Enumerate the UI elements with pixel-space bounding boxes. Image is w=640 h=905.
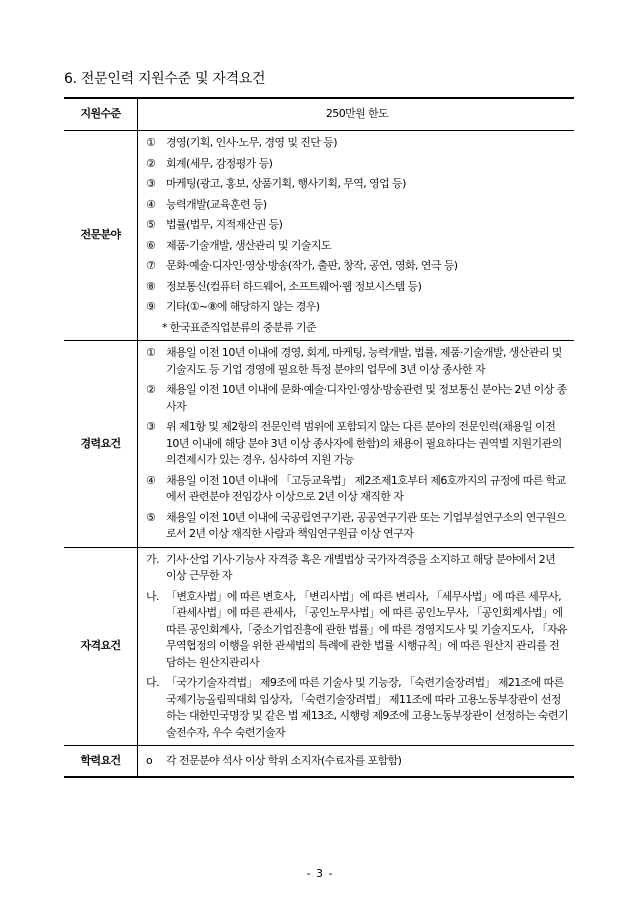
item-marker: ① bbox=[146, 136, 156, 149]
education-label: 학력요건 bbox=[64, 746, 138, 778]
qualification-label: 자격요건 bbox=[64, 547, 138, 746]
classification-note: * 한국표준직업분류의 중분류 기준 bbox=[162, 320, 316, 334]
fields-label: 전문분야 bbox=[64, 131, 138, 341]
career-list bbox=[138, 341, 575, 548]
fields-item bbox=[146, 174, 568, 195]
item-text: 채용일 이전 10년 이내에 문화·예술·디자인·영상·방송관련 및 정보통신 분야는 2년 이상 종사자 bbox=[166, 383, 567, 413]
item-marker: ⑦ bbox=[146, 259, 156, 272]
item-text: 회계(세무, 감정평가 등) bbox=[166, 156, 273, 170]
item-text: 위 제1항 및 제2항의 전문인력 범위에 포함되지 않는 다른 분야의 전문인력(채용일 이전 10년 이내에 해당 분야 3년 이상 종사자에 한함)의 채용이 필요하다는 권역별 지원기관의 의견제시가 있는 경우, 심사하여 지원 가능 bbox=[166, 420, 562, 466]
requirements-table bbox=[64, 97, 574, 778]
item-text: 기타(①~⑧에 해당하지 않는 경우) bbox=[166, 300, 320, 313]
fields-list bbox=[138, 131, 575, 341]
fields-item bbox=[146, 297, 568, 318]
career-item bbox=[146, 508, 568, 545]
fields-item bbox=[146, 236, 568, 257]
qualification-row bbox=[64, 547, 574, 746]
fields-item bbox=[146, 277, 568, 298]
education-row bbox=[64, 746, 574, 778]
education-item bbox=[146, 751, 568, 772]
career-item bbox=[146, 417, 568, 471]
qualification-item bbox=[146, 673, 568, 743]
fields-row bbox=[64, 131, 574, 341]
item-marker: ⑤ bbox=[146, 218, 156, 231]
item-marker: 나. bbox=[146, 589, 159, 603]
fields-item bbox=[146, 215, 568, 236]
education-text: 각 전문분야 석사 이상 학위 소지자(수료자를 포함함) bbox=[166, 753, 402, 767]
item-marker: ① bbox=[146, 346, 156, 359]
education-cell bbox=[138, 746, 575, 778]
item-text: 문화·예술·디자인·영상·방송(작가, 출판, 창작, 공연, 영화, 연극 등) bbox=[166, 259, 458, 272]
career-item bbox=[146, 471, 568, 508]
item-text: 채용일 이전 10년 이내에 국공립연구기관, 공공연구기관 또는 기업부설연구소의 연구원으로서 2년 이상 재직한 사람과 책임연구원급 이상 연구자 bbox=[166, 510, 566, 540]
qualification-item bbox=[146, 587, 568, 674]
career-row bbox=[64, 341, 574, 548]
item-text: 마케팅(광고, 홍보, 상품기획, 행사기획, 무역, 영업 등) bbox=[166, 177, 406, 190]
item-text: 능력개발(교육훈련 등) bbox=[166, 197, 267, 211]
item-marker: ④ bbox=[146, 197, 156, 211]
page-number: - 3 - bbox=[306, 867, 334, 880]
section-title: 6. 전문인력 지원수준 및 자격요건 bbox=[64, 71, 266, 87]
career-item bbox=[146, 343, 568, 380]
item-text: 「국가기술자격법」 제9조에 따른 기술사 및 기능장, 「숙련기술장려법」 제21조에 따른 국제기능올림픽대회 입상자, 「숙련기술장려법」 제11조에 따라 고용노동부장관이 선정하는 대한민국명장 및 같은 법 제13조, 시행령 제9조에 고용노동부장관이 선정하는 숙련기술전수자, 우수 숙련기술자 bbox=[166, 676, 568, 739]
item-marker: ⑨ bbox=[146, 300, 156, 313]
career-item bbox=[146, 380, 568, 417]
item-text: 채용일 이전 10년 이내에 경영, 회계, 마케팅, 능력개발, 법률, 제품·기술개발, 생산관리 및 기술지도 등 기업 경영에 필요한 특정 분야의 업무에 3년 이상 종사한 자 bbox=[166, 346, 562, 376]
item-text: 채용일 이전 10년 이내에 「고등교육법」 제2조제1호부터 제6호까지의 규정에 따른 학교에서 관련분야 전임강사 이상으로 2년 이상 재직한 자 bbox=[166, 473, 566, 503]
item-marker: ④ bbox=[146, 473, 156, 487]
support-level-row bbox=[64, 98, 574, 131]
fields-item bbox=[146, 195, 568, 216]
item-text: 법률(법무, 지적재산권 등) bbox=[166, 218, 283, 231]
item-marker: ⑤ bbox=[146, 510, 156, 524]
fields-item bbox=[146, 133, 568, 154]
item-text: 「변호사법」에 따른 변호사, 「변리사법」에 따른 변리사, 「세무사법」에 따른 세무사, 「관세사법」에 따른 관세사, 「공인노무사법」에 따른 공인노무사, 「공인회계사법」에 따른 공인회계사,「중소기업진흥에 관한 법률」에 따른 경영지도사 및 기술지도사, 「자유무역협정의 이행을 위한 관세법의 특례에 관한 법률 시행규칙」에 따른 원산지 관리를 전담하는 원산지관리사 bbox=[166, 589, 568, 669]
fields-item bbox=[146, 256, 568, 277]
item-marker: ③ bbox=[146, 420, 156, 433]
fields-item bbox=[146, 154, 568, 175]
item-marker: 다. bbox=[146, 676, 159, 689]
support-level-label: 지원수준 bbox=[64, 98, 138, 131]
item-marker: 가. bbox=[146, 552, 159, 566]
item-marker: ⑧ bbox=[146, 279, 156, 293]
item-text: 제품·기술개발, 생산관리 및 기술지도 bbox=[166, 238, 331, 252]
qualification-item bbox=[146, 550, 568, 587]
item-text: 기사·산업 기사·기능사 자격증 혹은 개별법상 국가자격증을 소지하고 해당 분야에서 2년 이상 근무한 자 bbox=[166, 552, 556, 582]
item-marker: ② bbox=[146, 383, 156, 396]
career-label: 경력요건 bbox=[64, 341, 138, 548]
circle-bullet-icon: o bbox=[146, 753, 153, 767]
item-marker: ② bbox=[146, 156, 156, 170]
qualification-list bbox=[138, 547, 575, 746]
item-text: 정보통신(컴퓨터 하드웨어, 소프트웨어·웹 정보시스템 등) bbox=[166, 279, 422, 293]
item-marker: ③ bbox=[146, 177, 156, 190]
item-marker: ⑥ bbox=[146, 238, 156, 252]
support-level-value: 250만원 한도 bbox=[138, 98, 575, 131]
item-text: 경영(기획, 인사·노무, 경영 및 진단 등) bbox=[166, 136, 337, 149]
